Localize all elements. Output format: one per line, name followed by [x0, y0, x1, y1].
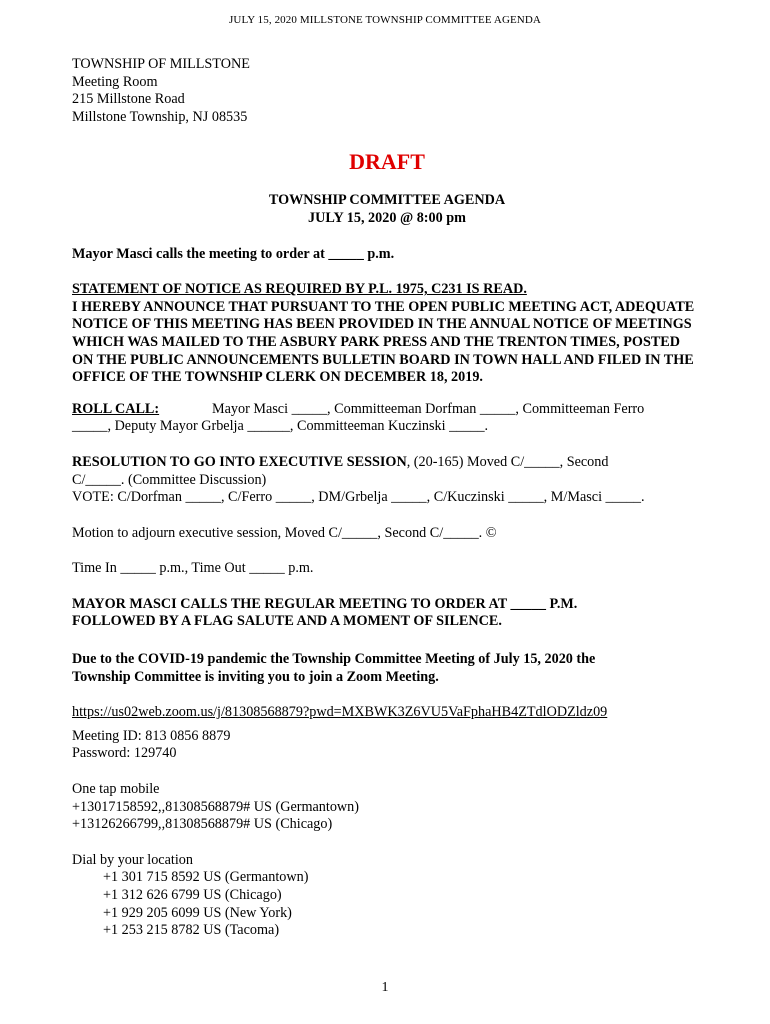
zoom-password: Password: 129740 — [72, 745, 177, 762]
draft-label: DRAFT — [349, 149, 425, 175]
call-to-order: Mayor Masci calls the meeting to order at _____ p.m. — [72, 245, 395, 262]
adjourn-exec-session: Motion to adjourn executive session, Moved C/_____, Second C/_____. © — [72, 524, 497, 541]
zoom-credentials — [72, 728, 702, 763]
address-line: Millstone Township, NJ 08535 — [72, 108, 248, 125]
one-tap-number: +13017158592,,81308568879# US (Germantown) — [72, 798, 359, 815]
one-tap-number: +13126266799,,81308568879# US (Chicago) — [72, 816, 333, 833]
address-line: 215 Millstone Road — [72, 91, 185, 108]
zoom-meeting-link[interactable]: https://us02web.zoom.us/j/81308568879?pwd=MXBWK3Z6VU5VaFphaHB4ZTdlODZldz09 — [72, 704, 608, 721]
regular-meeting-line: FOLLOWED BY A FLAG SALUTE AND A MOMENT OF SILENCE. — [72, 613, 502, 630]
dial-number: +1 253 215 8782 US (Tacoma) — [103, 922, 280, 939]
roll-call-line: _____, Deputy Mayor Grbelja ______, Committeeman Kuczinski _____. — [72, 418, 489, 435]
dial-section — [72, 852, 702, 940]
exec-session-heading: RESOLUTION TO GO INTO EXECUTIVE SESSION — [72, 453, 407, 470]
roll-call-line: Mayor Masci _____, Committeeman Dorfman _____, Committeeman Ferro — [212, 400, 645, 417]
zoom-link-paragraph — [72, 704, 702, 722]
dial-number: +1 929 205 6099 US (New York) — [103, 904, 292, 921]
address-line: Meeting Room — [72, 73, 158, 90]
agenda-date: JULY 15, 2020 @ 8:00 pm — [308, 209, 466, 226]
exec-session-vote: VOTE: C/Dorfman _____, C/Ferro _____, DM/Grbelja _____, C/Kuczinski _____, M/Masci _____. — [72, 489, 645, 506]
covid-notice — [72, 651, 702, 686]
statement-heading: STATEMENT OF NOTICE AS REQUIRED BY P.L. 1975, C231 IS READ. — [72, 281, 527, 298]
document-body — [72, 56, 702, 940]
one-tap-section — [72, 781, 702, 834]
one-tap-label: One tap mobile — [72, 781, 160, 798]
page-number: 1 — [381, 980, 389, 995]
regular-meeting-line: MAYOR MASCI CALLS THE REGULAR MEETING TO ORDER AT _____ P.M. — [72, 595, 578, 612]
running-header: JULY 15, 2020 MILLSTONE TOWNSHIP COMMITTEE AGENDA — [229, 14, 541, 26]
agenda-title: TOWNSHIP COMMITTEE AGENDA — [268, 192, 506, 209]
statement-section — [72, 281, 702, 387]
covid-notice-line: Township Committee is inviting you to join a Zoom Meeting. — [72, 668, 439, 685]
exec-session-text: , (20-165) Moved C/_____, Second — [406, 453, 609, 470]
dial-label: Dial by your location — [72, 851, 193, 868]
roll-call-label: ROLL CALL: — [72, 400, 160, 417]
zoom-meeting-id: Meeting ID: 813 0856 8879 — [72, 727, 231, 744]
dial-number: +1 312 626 6799 US (Chicago) — [103, 887, 282, 903]
address-line: TOWNSHIP OF MILLSTONE — [72, 56, 250, 72]
dial-number: +1 301 715 8592 US (Germantown) — [103, 869, 309, 886]
exec-session-section — [72, 454, 702, 507]
covid-notice-line: Due to the COVID-19 pandemic the Township Committee Meeting of July 15, 2020 the — [72, 651, 596, 668]
address-block — [72, 56, 702, 126]
roll-call-section — [72, 401, 702, 436]
statement-body: I HEREBY ANNOUNCE THAT PURSUANT TO THE OPEN PUBLIC MEETING ACT, ADEQUATE NOTICE OF THIS MEETING HAS BEEN PROVIDED IN THE ANNUAL NOTICE OF MEETINGS WHICH WAS MAILED TO THE ASBURY PARK PRESS AND THE TRENTON TIMES, POSTED ON THE PUBLIC ANNOUNCEMENTS BULLETIN BOARD IN TOWN HALL AND FILED IN THE OFFICE OF THE TOWNSHIP CLERK ON DECEMBER 18, 2019. — [72, 298, 695, 386]
time-in-out: Time In _____ p.m., Time Out _____ p.m. — [72, 560, 314, 577]
regular-meeting-section — [72, 596, 702, 631]
exec-session-text: C/_____. (Committee Discussion) — [72, 471, 267, 488]
